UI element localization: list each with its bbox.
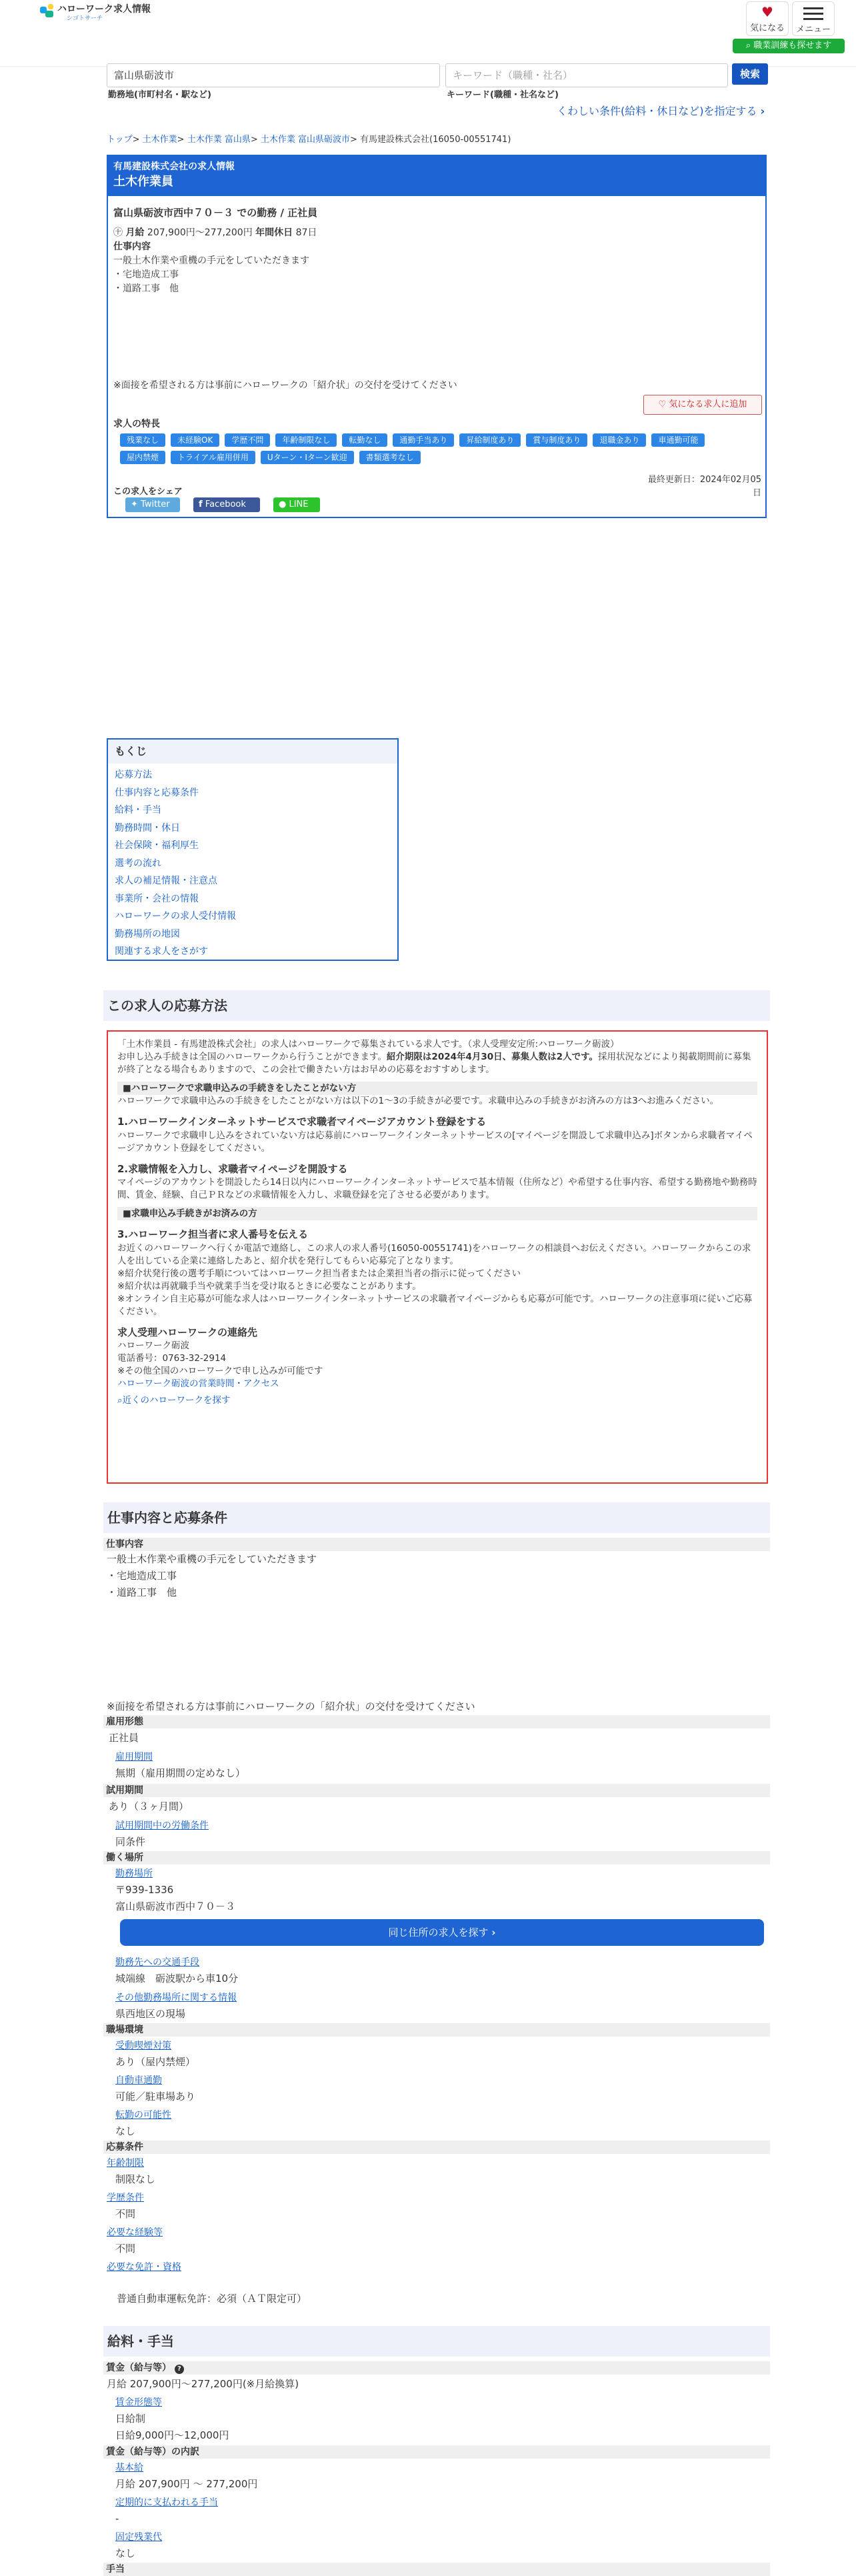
feature-tag: 残業なし	[120, 433, 165, 447]
daily-wage-value: 日給9,000円〜12,000円	[115, 2429, 229, 2441]
search-icon: ⌕	[117, 1395, 123, 1406]
feature-tag: 書類選考なし	[359, 451, 421, 464]
wage-form-sub[interactable]: 賃金形態等	[115, 2397, 162, 2408]
breadcrumb-top[interactable]: トップ	[107, 135, 133, 145]
facebook-label: Facebook	[205, 499, 246, 509]
holidays-value: 87日	[295, 227, 317, 238]
conditions-section-heading: 仕事内容と応募条件	[103, 1502, 770, 1533]
step3-title: 3.ハローワーク担当者に求人番号を伝える	[117, 1228, 309, 1240]
area-input[interactable]: 富山県砺波市	[107, 63, 440, 87]
wage-value: 月給 207,900円〜277,200円(※月給換算)	[107, 2378, 299, 2390]
toc-title: もくじ	[108, 740, 397, 764]
transfer-sub[interactable]: 転勤の可能性	[115, 2110, 171, 2121]
office-access-link[interactable]: ハローワーク砺波の営業時間・アクセス	[117, 1378, 279, 1389]
job-title: 土木作業員	[113, 175, 173, 189]
cond-job-label: 仕事内容	[103, 1538, 770, 1551]
search-icon: ⌕	[745, 41, 751, 51]
feature-tag: 賞与制度あり	[526, 433, 587, 447]
site-header	[0, 0, 856, 67]
breadcrumb-city[interactable]: 土木作業 富山県砺波市	[260, 135, 351, 145]
age-sub[interactable]: 年齢制限	[107, 2158, 144, 2169]
job-card-header	[108, 156, 765, 196]
line-label: LINE	[289, 499, 309, 509]
employ-type-label: 雇用形態	[103, 1715, 770, 1728]
vocational-training-label: 職業訓練も探せます	[753, 41, 832, 51]
trial-label: 試用期間	[103, 1784, 770, 1797]
job-location: 富山県砺波市西中７０－３ での勤務 / 正社員	[113, 207, 318, 219]
feature-tag: 転勤なし	[342, 433, 387, 447]
workplace-label: 働く場所	[103, 1851, 770, 1864]
facebook-icon: f	[199, 499, 203, 509]
nearby-office-label: 近くのハローワークを探す	[122, 1395, 231, 1406]
pay-summary	[113, 226, 760, 240]
contact-tel: 電話番号：0763-32-2914	[117, 1353, 227, 1364]
new-applicant-text: ハローワークで求職申込みの手続きをしたことがない方は以下の1〜3の手続きが必要です。求職申込みの手続きがお済みの方は3へお進みください。	[117, 1096, 719, 1106]
apply-section-heading: この求人の応募方法	[103, 990, 770, 1021]
company-name: 有馬建設株式会社の求人情報	[113, 161, 235, 172]
access-value: 城端線 砺波駅から車10分	[115, 1973, 239, 1985]
keyword-input-label: キーワード(職種・社名など)	[447, 90, 559, 100]
share-buttons	[125, 497, 333, 512]
feature-tag: 屋内禁煙	[120, 451, 165, 464]
employ-period-value: 無期（雇用期間の定めなし）	[115, 1767, 246, 1779]
other-place-value: 県西地区の現場	[115, 2008, 186, 2020]
features-label: 求人の特長	[113, 419, 160, 429]
allowance-label: 手当	[103, 2563, 770, 2576]
table-of-contents	[107, 738, 399, 961]
chevron-right-icon: ›	[491, 1926, 496, 1939]
apply-intro-2: お申し込み手続きは全国のハローワークから行うことができます。紹介期限は2024年4月30日、募集人数は2人です。採用状況などにより掲載期間前に募集が終了となる場合もありますので、この会社で働きたい方はお早めの応募をおすすめします。	[117, 1052, 751, 1075]
workplace-zip: 〒939-1336	[115, 1884, 174, 1896]
wage-label	[103, 2361, 770, 2375]
add-favorite-label: 気になる求人に追加	[669, 399, 747, 409]
contact-name: ハローワーク砺波	[117, 1340, 189, 1351]
contact-note: ※その他全国のハローワークで申し込みが可能です	[117, 1366, 323, 1376]
license-value: 普通自動車運転免許：必須（ＡＴ限定可）	[117, 2293, 307, 2305]
share-label: この求人をシェア	[113, 487, 183, 497]
salary-section-heading: 給料・手当	[103, 2326, 770, 2357]
line-icon: ●	[279, 499, 287, 509]
same-address-label: 同じ住所の求人を探す	[388, 1926, 489, 1939]
yen-icon: ㊉	[113, 227, 123, 238]
base-pay-sub[interactable]: 基本給	[115, 2463, 143, 2473]
logo-title: ハローワーク求人情報	[57, 4, 151, 15]
transfer-value: なし	[115, 2125, 136, 2137]
hamburger-icon	[803, 7, 823, 20]
feature-tag: 退職金あり	[593, 433, 646, 447]
toc-item[interactable]: 仕事内容と応募条件	[115, 787, 199, 798]
age-value: 制限なし	[115, 2173, 156, 2185]
toc-list	[108, 764, 397, 964]
feature-tag: 通勤手当あり	[393, 433, 454, 447]
workplace-address: 富山県砺波市西中７０－３	[115, 1900, 236, 1912]
twitter-share-button[interactable]	[125, 497, 180, 512]
breadcrumb: トップ> 土木作業> 土木作業 富山県> 土木作業 富山県砺波市> 有馬建設株式会社(16050-00551741)	[107, 135, 511, 145]
step1-title: 1.ハローワークインターネットサービスで求職者マイページアカウント登録をする	[117, 1116, 487, 1128]
twitter-icon: ✦	[131, 499, 138, 509]
new-applicant-bar: ■ハローワークで求職申込みの手続きをしたことがない方	[117, 1082, 757, 1095]
education-sub[interactable]: 学歴条件	[107, 2193, 144, 2203]
pay-label: 月給	[125, 227, 145, 238]
step3-note: ※紹介状は再就職手当や就業手当を受け取るときに必要なことがあります。	[117, 1280, 421, 1292]
toc-item[interactable]: 応募方法	[115, 770, 152, 780]
cond-job-line: ・宅地造成工事	[107, 1570, 177, 1582]
toc-item[interactable]: 勤務時間・休日	[115, 822, 180, 834]
search-button[interactable]: 検索	[732, 63, 768, 85]
wage-label-text: 賃金（給与等）	[106, 2363, 171, 2373]
toc-item[interactable]: 事業所・会社の情報	[115, 893, 199, 904]
feature-tag: 車通勤可能	[651, 433, 705, 447]
workplace-sub[interactable]: 勤務場所	[115, 1868, 153, 1879]
job-desc-line: ・道路工事 他	[113, 283, 179, 294]
logo-mark-icon	[40, 4, 55, 19]
site-logo[interactable]	[40, 4, 151, 23]
favorites-button[interactable]	[746, 1, 789, 36]
logo-subtitle: シゴトサーチ	[67, 15, 103, 22]
toc-item[interactable]: 選考の流れ	[115, 858, 161, 869]
access-sub[interactable]: 勤務先への交通手段	[115, 1957, 199, 1968]
twitter-label: Twitter	[141, 499, 170, 509]
breadcrumb-prefecture[interactable]: 土木作業 富山県	[187, 135, 251, 145]
detailed-search-label: くわしい条件(給料・休日など)を指定する	[557, 105, 757, 117]
apply-method-box	[107, 1030, 768, 1484]
trial-conditions-value: 同条件	[115, 1836, 146, 1848]
feature-tags	[120, 433, 747, 468]
line-share-button[interactable]	[273, 497, 320, 512]
base-pay-value: 月給 207,900円 〜 277,200円	[115, 2478, 258, 2490]
step1-text: ハローワークで求職申し込みをされていない方は応募前にハローワークインターネットサービスの[マイページを開設して求職申込み]ボタンから求職者マイページアカウント登録をしてください。	[117, 1130, 753, 1154]
experience-value: 不問	[115, 2243, 136, 2255]
fixed-overtime-sub[interactable]: 固定残業代	[115, 2532, 162, 2543]
nearby-office-link[interactable]	[117, 1395, 231, 1406]
toc-item[interactable]: ハローワークの求人受付情報	[115, 911, 236, 922]
heart-outline-icon: ♡	[658, 399, 667, 409]
cond-job-line: ・道路工事 他	[107, 1586, 177, 1598]
job-desc-line: ・宅地造成工事	[113, 269, 179, 280]
feature-tag: 学歴不問	[225, 433, 270, 447]
education-value: 不問	[115, 2208, 136, 2220]
toc-item[interactable]: 給料・手当	[115, 805, 161, 816]
breadcrumb-current: 有馬建設株式会社(16050-00551741)	[360, 135, 511, 145]
registered-applicant-bar: ■求職申込み手続きがお済みの方	[117, 1207, 757, 1220]
toc-item[interactable]: 求人の補足情報・注意点	[115, 876, 217, 886]
help-icon[interactable]: ?	[175, 2365, 184, 2374]
toc-item[interactable]: 社会保険・福利厚生	[115, 840, 199, 851]
step2-title: 2.求職情報を入力し、求職者マイページを開設する	[117, 1162, 348, 1175]
menu-button[interactable]	[792, 1, 835, 36]
interview-note: ※面接を希望される方は事前にハローワークの「紹介状」の交付を受けてください	[113, 380, 457, 391]
feature-tag: 昇給制度あり	[459, 433, 521, 447]
keyword-input[interactable]: キーワード（職種・社名）	[445, 63, 728, 87]
step3-text: お近くのハローワークへ行くか電話で連絡し、この求人の求人番号(16050-00551741)をハローワークの相談員へお伝えください。ハローワークからこの求人を出している企業に連絡したあと、紹介状を発行してもらい応募完了となります。	[117, 1242, 751, 1266]
vocational-training-button[interactable]	[733, 39, 845, 53]
fixed-overtime-value: なし	[115, 2547, 136, 2559]
chevron-right-icon: ›	[760, 105, 765, 117]
toc-item[interactable]: 関連する求人をさがす	[115, 946, 208, 957]
job-desc-label: 仕事内容	[113, 241, 151, 252]
pay-value: 207,900円〜277,200円	[147, 227, 253, 238]
car-commute-value: 可能／駐車場あり	[115, 2091, 196, 2103]
license-sub[interactable]: 必要な免許・資格	[107, 2262, 181, 2273]
same-address-search-button[interactable]	[120, 1919, 764, 1946]
area-input-label: 勤務地(市町村名・駅など)	[108, 90, 211, 100]
smoking-value: あり（屋内禁煙）	[115, 2056, 196, 2068]
heart-icon: ♥	[761, 4, 773, 20]
contact-title: 求人受理ハローワークの連絡先	[117, 1326, 258, 1338]
add-favorite-button[interactable]	[643, 395, 762, 415]
cond-job-line: 一般土木作業や重機の手元をしていただきます	[107, 1553, 317, 1565]
feature-tag: 年齢制限なし	[275, 433, 337, 447]
other-place-sub[interactable]: その他勤務場所に関する情報	[115, 1993, 237, 2003]
job-summary-card	[107, 155, 767, 518]
requirements-label: 応募条件	[103, 2141, 770, 2154]
employ-type-value: 正社員	[109, 1732, 139, 1744]
favorites-label: 気になる	[749, 23, 785, 33]
detailed-search-link[interactable]	[557, 103, 765, 119]
last-updated: 最終更新日：2024年02月05日	[647, 475, 761, 498]
car-commute-sub[interactable]: 自動車通勤	[115, 2075, 162, 2086]
step3-note: ※オンライン自主応募が可能な求人はハローワークインターネットサービスの求職者マイページからも応募が可能です。ハローワークの注意事項に従いご応募ください。	[117, 1293, 753, 1317]
smoking-sub[interactable]: 受動喫煙対策	[115, 2041, 171, 2051]
breadcrumb-category[interactable]: 土木作業	[142, 135, 177, 145]
wage-breakdown-label: 賃金（給与等）の内訳	[103, 2445, 770, 2459]
step2-text: マイページのアカウントを開設したら14日以内にハローワークインターネットサービスで基本情報（住所など）や希望する仕事内容、希望する勤務地や勤務時間、賃金、経験、自己ＰＲなどの求職情報を入力し、求職登録を完了させる必要があります。	[117, 1177, 757, 1200]
environment-label: 職場環境	[103, 2023, 770, 2037]
experience-sub[interactable]: 必要な経験等	[107, 2227, 163, 2238]
wage-form-value: 日給制	[115, 2413, 146, 2425]
feature-tag: Uターン・Iターン歓迎	[261, 451, 354, 464]
step3-note: ※紹介状発行後の選考手順についてはハローワーク担当者または企業担当者の指示に従ってください	[117, 1268, 521, 1279]
trial-value: あり（３ヶ月間）	[109, 1800, 189, 1812]
menu-label: メニュー	[795, 25, 831, 35]
feature-tag: トライアル雇用併用	[171, 451, 255, 464]
apply-intro: 「土木作業員 - 有馬建設株式会社」の求人はハローワークで募集されている求人です。（求人受理安定所:ハローワーク砺波）	[117, 1039, 619, 1050]
regular-allowance-sub[interactable]: 定期的に支払われる手当	[115, 2497, 218, 2508]
toc-item[interactable]: 勤務場所の地図	[115, 928, 180, 940]
facebook-share-button[interactable]	[193, 497, 260, 512]
trial-conditions-sub[interactable]: 試用期間中の労働条件	[115, 1820, 209, 1831]
holidays-label: 年間休日	[255, 227, 293, 238]
employ-period-sub[interactable]: 雇用期間	[115, 1752, 153, 1762]
feature-tag: 未経験OK	[171, 433, 219, 447]
cond-interview-note: ※面接を希望される方は事前にハローワークの「紹介状」の交付を受けてください	[107, 1700, 475, 1712]
regular-allowance-value: -	[115, 2513, 119, 2525]
job-desc-line: 一般土木作業や重機の手元をしていただきます	[113, 255, 309, 266]
